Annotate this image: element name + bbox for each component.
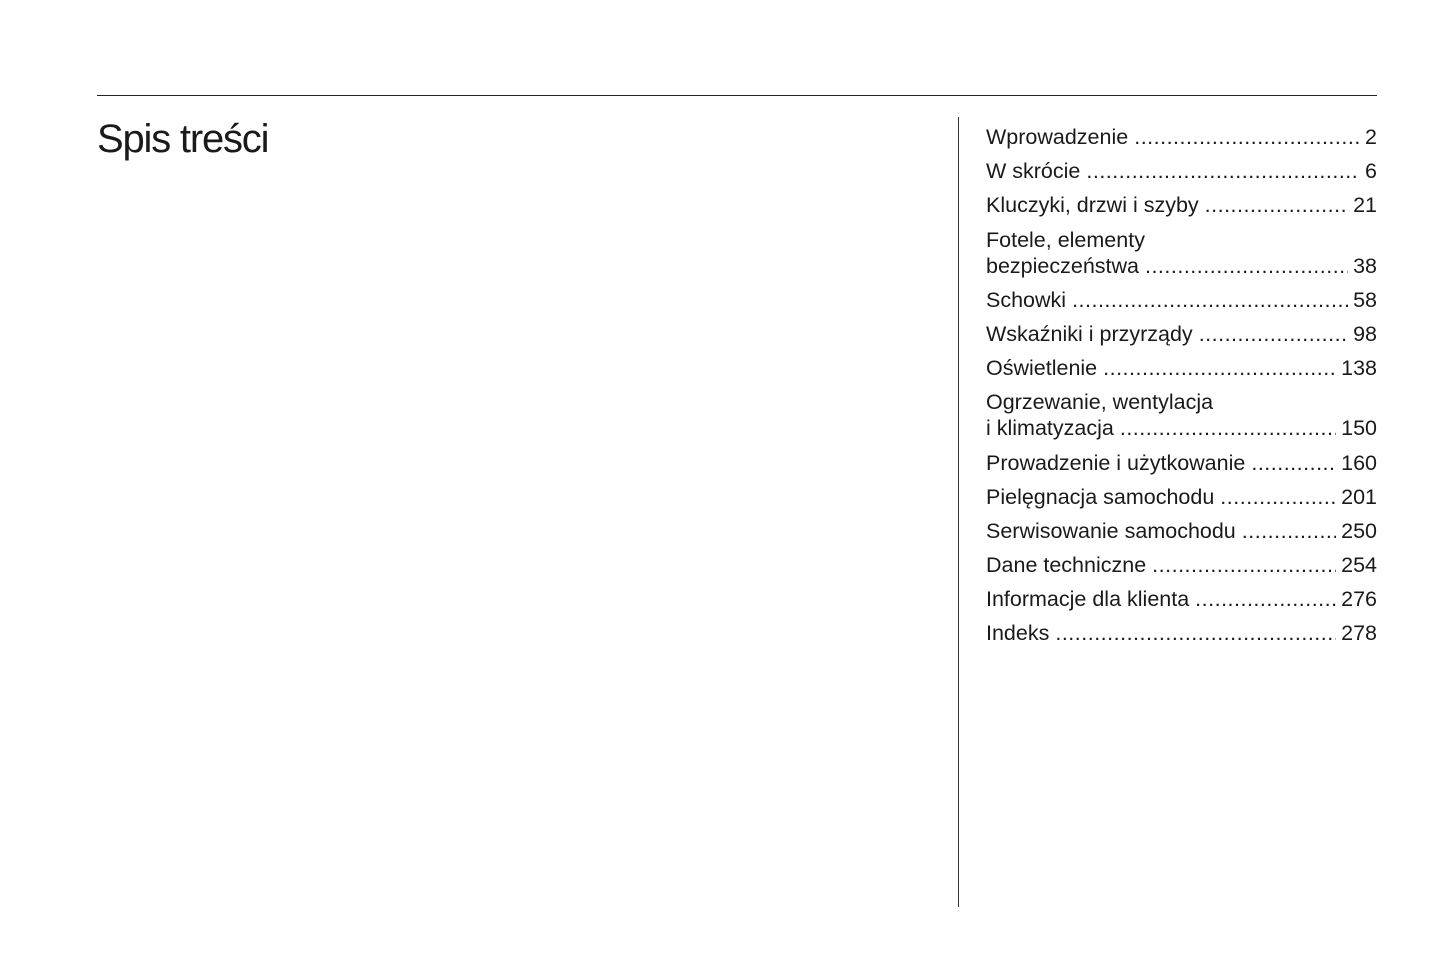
toc-page-number: 276 <box>1341 587 1377 612</box>
toc-entry-title-line: Ogrzewanie, wentylacja <box>986 390 1214 415</box>
toc-page-number: 250 <box>1341 518 1377 543</box>
toc-entry-row <box>986 124 1377 150</box>
toc-entry[interactable] <box>986 124 1377 150</box>
toc-entry[interactable] <box>986 518 1377 544</box>
toc-dot-leader <box>1055 620 1336 646</box>
toc-page-number: 138 <box>1341 356 1377 381</box>
toc-entry-title: Kluczyki, drzwi i szyby <box>986 193 1199 218</box>
toc-entry-title: Oświetlenie <box>986 356 1098 381</box>
toc-page-number: 278 <box>1341 621 1377 646</box>
toc-entry-title: Informacje dla klienta <box>986 587 1190 612</box>
column-divider <box>958 117 959 907</box>
toc-dot-leader <box>1145 253 1348 279</box>
toc-entry-row <box>986 586 1377 612</box>
toc-entry[interactable] <box>986 450 1377 476</box>
toc-page-number: 38 <box>1353 253 1377 278</box>
toc-entry[interactable] <box>986 227 1377 279</box>
toc-entry-row <box>986 552 1377 578</box>
toc-dot-leader <box>1195 586 1336 612</box>
toc-entry[interactable] <box>986 620 1377 646</box>
table-of-contents <box>986 124 1377 655</box>
toc-entry-title: Serwisowanie samochodu <box>986 518 1236 543</box>
toc-entry-title: W skrócie <box>986 159 1081 184</box>
header-rule <box>97 95 1377 96</box>
toc-entry[interactable] <box>986 586 1377 612</box>
toc-entry-title-line: Fotele, elementy <box>986 227 1145 252</box>
toc-entry[interactable] <box>986 287 1377 313</box>
toc-entry-title: Dane techniczne <box>986 553 1147 578</box>
toc-entry-row <box>986 355 1377 381</box>
toc-dot-leader <box>1152 552 1336 578</box>
page-title: Spis treści <box>97 117 269 161</box>
toc-page-number: 58 <box>1353 287 1377 312</box>
toc-entry-title: Wprowadzenie <box>986 125 1129 149</box>
toc-page-number: 150 <box>1341 416 1377 441</box>
toc-dot-leader <box>1205 192 1348 218</box>
toc-dot-leader <box>1086 158 1360 184</box>
toc-entry-title: bezpieczeństwa <box>986 253 1139 278</box>
toc-entry[interactable] <box>986 321 1377 347</box>
toc-entry[interactable] <box>986 484 1377 510</box>
toc-page-number: 2 <box>1365 125 1377 149</box>
toc-entry-row <box>986 158 1377 184</box>
toc-entry[interactable] <box>986 192 1377 218</box>
toc-entry-row <box>986 253 1377 279</box>
toc-entry-row <box>986 321 1377 347</box>
toc-entry[interactable] <box>986 355 1377 381</box>
toc-page-number: 160 <box>1341 450 1377 475</box>
toc-dot-leader <box>1072 287 1348 313</box>
toc-dot-leader <box>1134 124 1360 150</box>
toc-dot-leader <box>1242 518 1336 544</box>
toc-entry-row <box>986 450 1377 476</box>
toc-dot-leader <box>1220 484 1336 510</box>
toc-entry-title: Pielęgnacja samochodu <box>986 484 1215 509</box>
toc-entry-title: i klimatyzacja <box>986 416 1114 441</box>
toc-dot-leader <box>1103 355 1336 381</box>
toc-dot-leader <box>1199 321 1348 347</box>
toc-page-number: 6 <box>1365 159 1377 184</box>
toc-entry-row <box>986 484 1377 510</box>
toc-entry-title: Prowadzenie i użytkowanie <box>986 450 1246 475</box>
toc-entry[interactable] <box>986 389 1377 441</box>
toc-dot-leader <box>1251 450 1336 476</box>
toc-entry-title: Schowki <box>986 287 1067 312</box>
toc-page-number: 21 <box>1353 193 1377 218</box>
toc-entry[interactable] <box>986 552 1377 578</box>
toc-entry-title: Indeks <box>986 621 1050 646</box>
toc-dot-leader <box>1120 415 1336 441</box>
toc-entry-row <box>986 192 1377 218</box>
toc-entry[interactable] <box>986 158 1377 184</box>
toc-entry-title: Wskaźniki i przyrządy <box>986 321 1193 346</box>
toc-entry-row <box>986 518 1377 544</box>
toc-page-number: 98 <box>1353 321 1377 346</box>
toc-page-number: 201 <box>1341 484 1377 509</box>
toc-entry-row <box>986 415 1377 441</box>
toc-entry-row <box>986 620 1377 646</box>
toc-page-number: 254 <box>1341 553 1377 578</box>
toc-entry-row <box>986 287 1377 313</box>
